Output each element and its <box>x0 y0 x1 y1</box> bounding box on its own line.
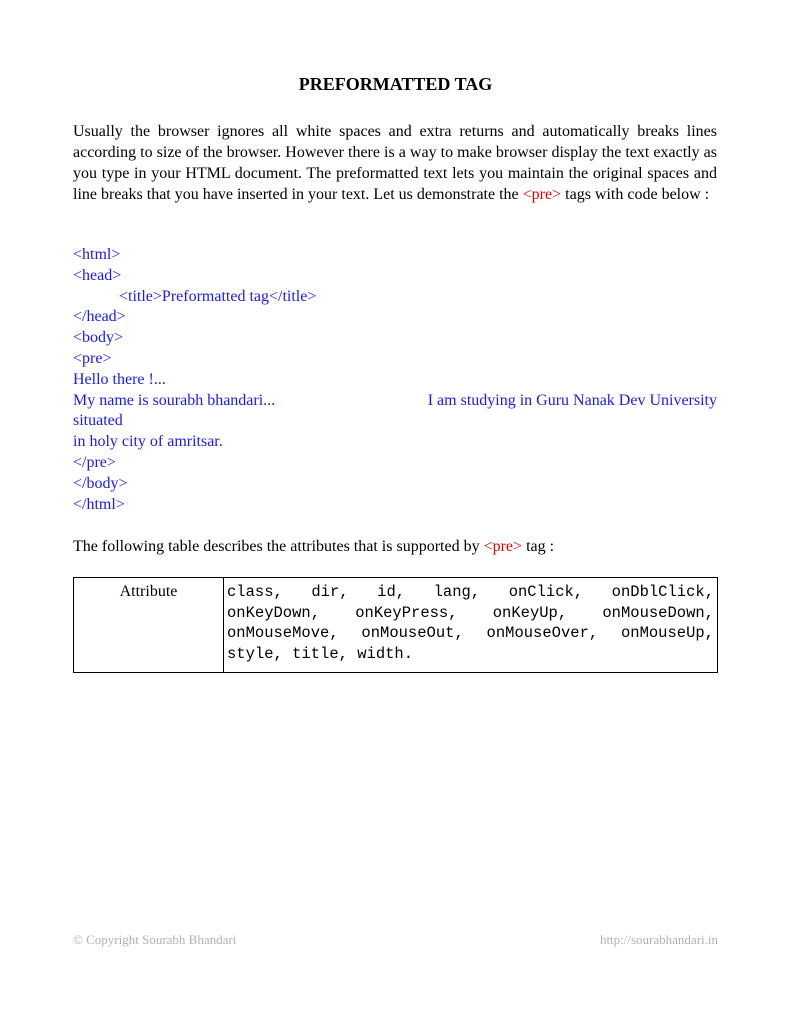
code-line: </html> <box>73 495 125 513</box>
table-intro-after: tag : <box>522 538 555 555</box>
code-line: </pre> <box>73 453 116 471</box>
pre-tag-highlight: <pre> <box>522 186 562 203</box>
table-row <box>74 578 718 673</box>
footer-url: http://sourabhandari.in <box>599 932 718 947</box>
attributes-table <box>73 577 718 673</box>
page-title: PREFORMATTED TAG <box>298 74 493 94</box>
footer-copyright: © Copyright Sourabh Bhandari <box>73 932 237 947</box>
code-line: <body> <box>73 329 124 347</box>
code-line: <head> <box>73 266 122 284</box>
code-line: Hello there !... <box>73 370 166 388</box>
intro-text-before: Usually the browser ignores all white spaces and extra returns and automatically breaks lines according to size of the browser. However there is a way to make browser display the text exactly as you type in your HTML document. The preformatted text lets you maintain the original spaces and line breaks that you have inserted in your text. Let us demonstrate the <box>73 123 717 203</box>
table-intro-before: The following table describes the attributes that is supported by <box>73 538 484 555</box>
code-example <box>73 245 717 515</box>
code-line: <title>Preformatted tag</title> <box>119 287 317 305</box>
code-line: situated <box>73 412 123 430</box>
code-line: in holy city of amritsar. <box>73 433 223 451</box>
code-line-part: My name is sourabh bhandari... <box>73 391 276 409</box>
code-line: </head> <box>73 308 126 326</box>
code-line-part: I am studying in Guru Nanak Dev University <box>427 391 717 409</box>
intro-paragraph <box>73 121 717 205</box>
table-intro <box>73 538 554 556</box>
attribute-label-cell: Attribute <box>74 578 224 673</box>
code-line <box>73 391 717 412</box>
pre-tag-highlight: <pre> <box>483 538 523 555</box>
code-line: <pre> <box>73 349 112 367</box>
attribute-values-cell: class, dir, id, lang, onClick, onDblClick, onKeyDown, onKeyPress, onKeyUp, onMouseDown, onMouseMove, onMouseOut, onMouseOver, onMouseUp, style, title, width. <box>224 578 718 673</box>
code-line: </body> <box>73 474 128 492</box>
code-line: <html> <box>73 246 121 263</box>
intro-text-after: tags with code below : <box>561 186 710 203</box>
